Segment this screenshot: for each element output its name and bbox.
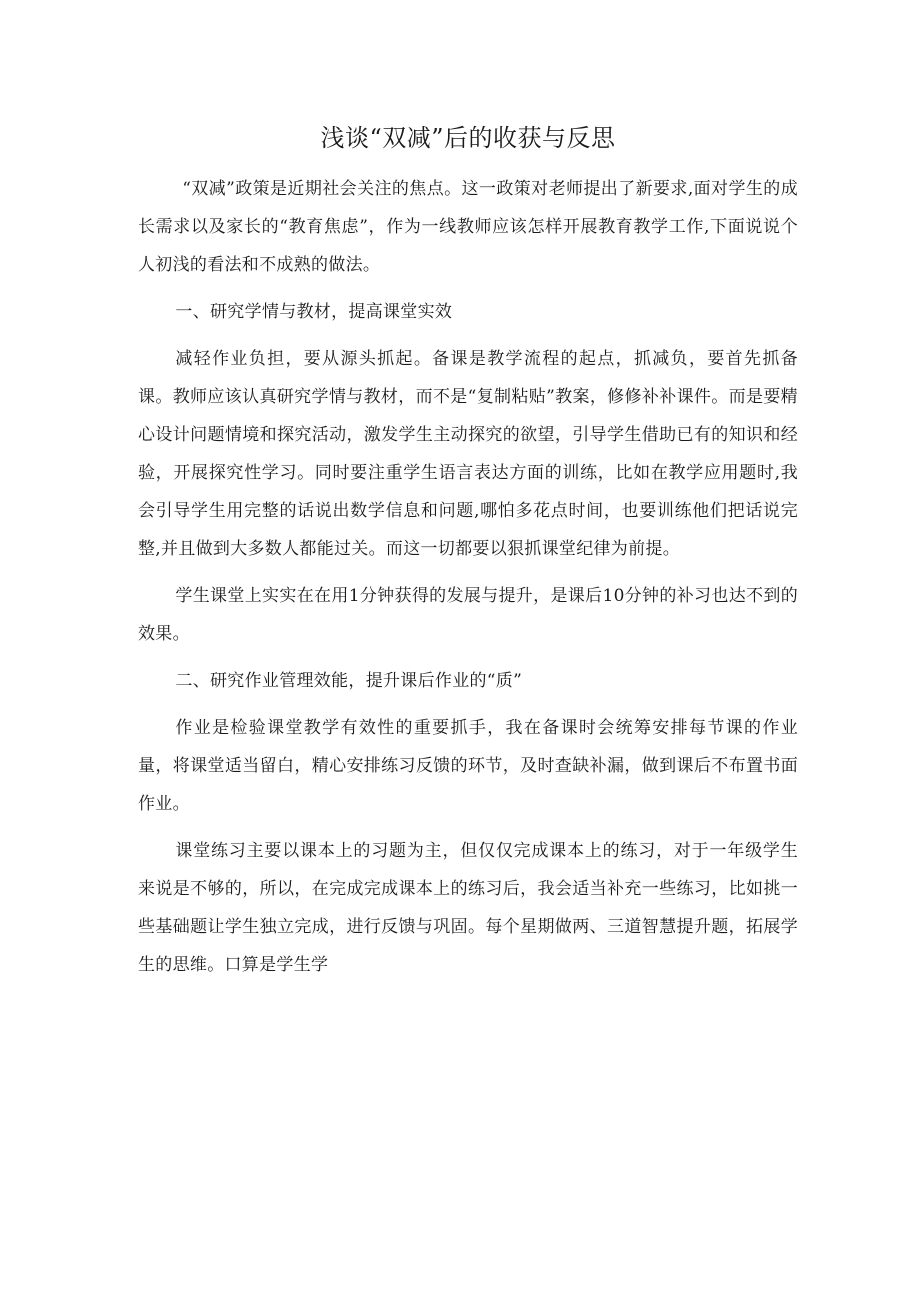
section-2-paragraph-2: 课堂练习主要以课本上的习题为主，但仅仅完成课本上的练习，对于一年级学生来说是不够的，所以，在完成完成课本上的练习后，我会适当补充一些练习，比如挑一些基础题让学生独立完成，进行反馈与巩固。每个星期做两、三道智慧提升题，拓展学生的思维。口算是学生学 <box>138 841 798 975</box>
section-2-paragraph-1: 作业是检验课堂教学有效性的重要抓手，我在备课时会统筹安排每节课的作业量，将课堂适当留白，精心安排练习反馈的环节，及时查缺补漏，做到课后不布置书面作业。 <box>138 718 798 814</box>
section-1-paragraph-1: 减轻作业负担，要从源头抓起。备课是教学流程的起点，抓减负，要首先抓备课。教师应该认真研究学情与教材，而不是“复制粘贴”教案，修修补补课件。而是要精心设计问题情境和探究活动，激发学生主动探究的欲望，引导学生借助已有的知识和经验，开展探究性学习。同时要注重学生语言表达方面的训练，比如在教学应用题时,我会引导学生用完整的话说出数学信息和问题,哪怕多花点时间，也要训练他们把话说完整,并且做到大多数人都能过关。而这一切都要以狠抓课堂纪律为前提。 <box>138 349 798 559</box>
section-heading-1: 一、研究学情与教材，提高课堂实效 <box>175 302 453 322</box>
intro-paragraph: “双减”政策是近期社会关注的焦点。这一政策对老师提出了新要求,面对学生的成长需求以及家长的“教育焦虑”，作为一线教师应该怎样开展教育教学工作,下面说说个人初浅的看法和不成熟的做法。 <box>138 179 798 275</box>
document-body <box>138 118 798 984</box>
section-heading-2: 二、研究作业管理效能，提升课后作业的“质” <box>175 671 523 691</box>
section-1-paragraph-2: 学生课堂上实实在在用1分钟获得的发展与提升，是课后10分钟的补习也达不到的效果。 <box>138 586 798 644</box>
document-title: 浅谈“双减”后的收获与反思 <box>320 124 616 152</box>
